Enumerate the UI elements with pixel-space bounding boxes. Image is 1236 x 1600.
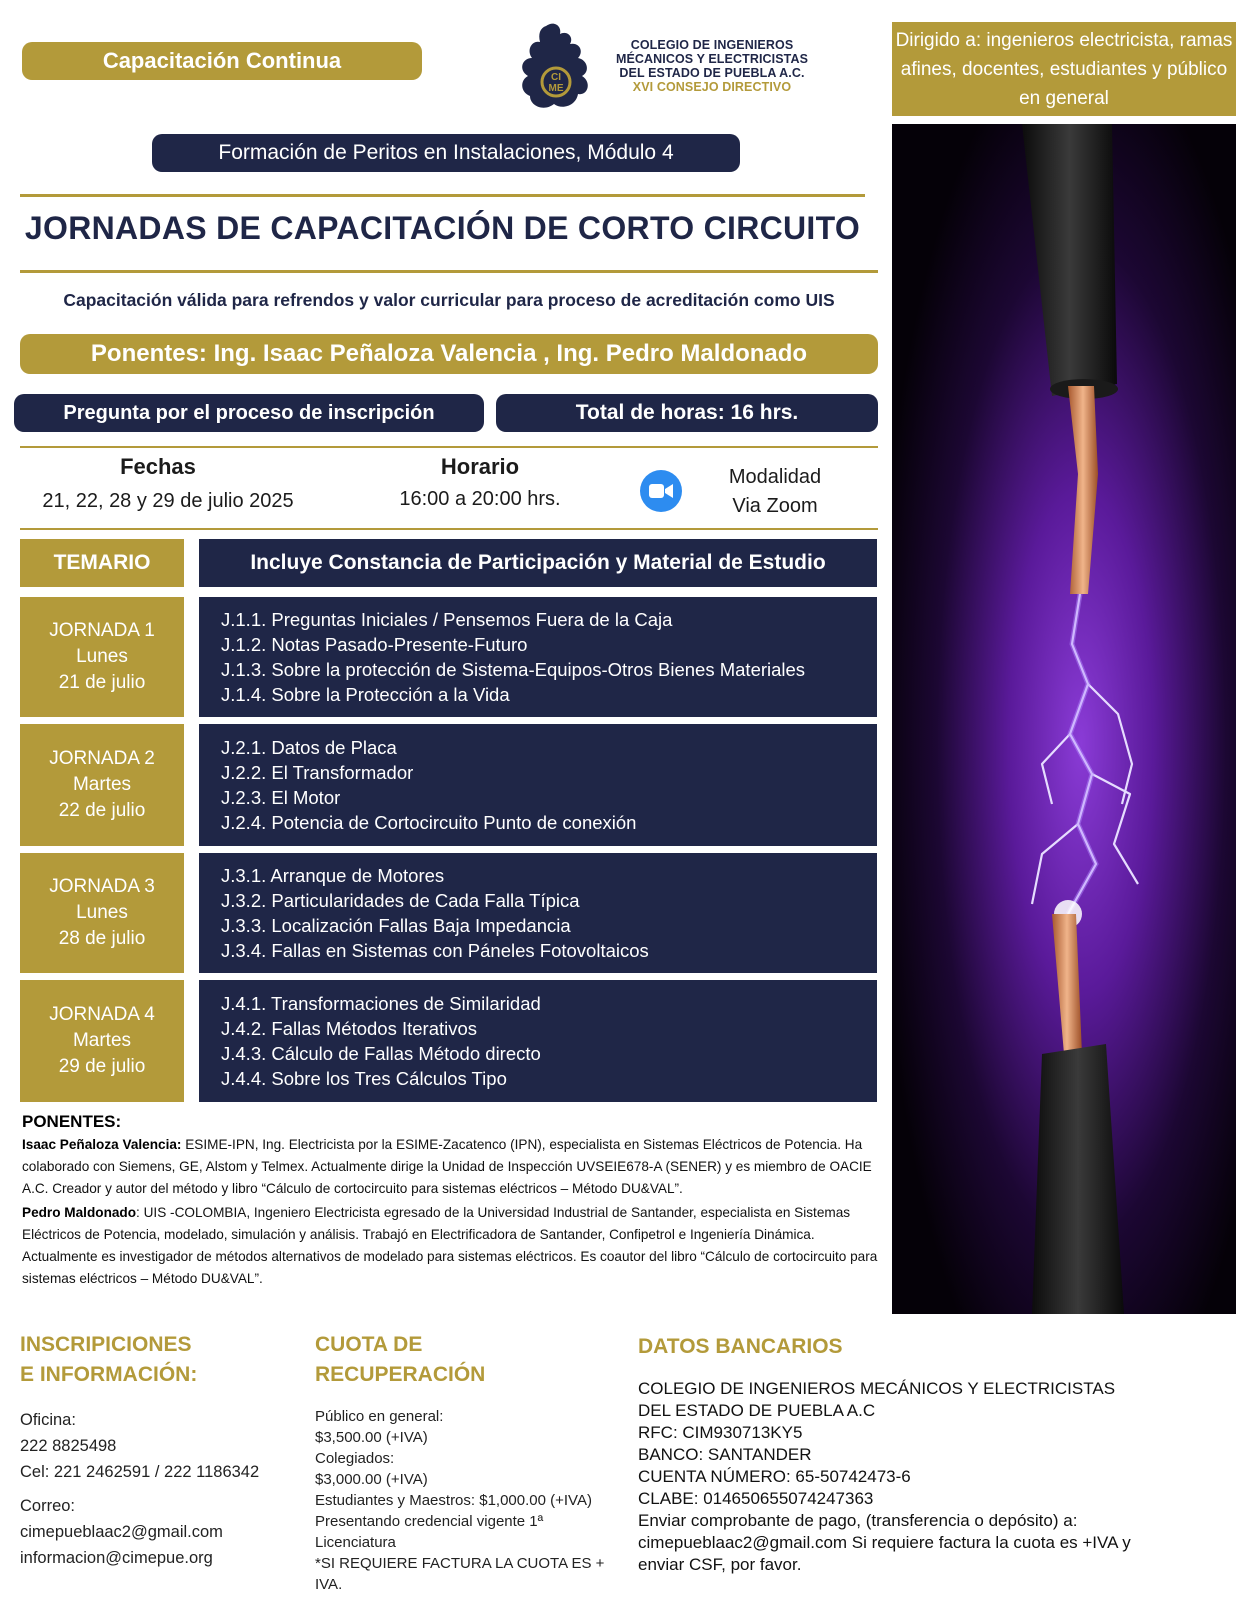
topic-item: J.4.1. Transformaciones de Similaridad (221, 993, 541, 1014)
jornada-day: Martes (72, 1030, 132, 1051)
jornada-date: 22 de julio (58, 800, 146, 821)
module-banner: Formación de Peritos en Instalaciones, Módulo 4 (152, 134, 740, 172)
email-link[interactable]: informacion@cimepue.org (20, 1549, 213, 1567)
modality-value: Via Zoom (732, 495, 818, 517)
topic-item: J.4.3. Cálculo de Fallas Método directo (221, 1043, 541, 1064)
bio-text: ESIME-IPN, Ing. Electricista por la ESIME-Zacatenco (IPN), especialista en Sistemas Eléctricos de Potencia. Ha colaborado con Siemens, GE, Alstom y Telmex. Actualmente dirige la Unidad de Inspección UVSEIE678-A (SENER) y es miembro de OACIE A.C. Creador y autor del método y libro “Cálculo de cortocircuito para sistemas eléctricos – Método DU&VAL”. (22, 1137, 872, 1196)
bank-heading: DATOS BANCARIOS (638, 1335, 843, 1358)
fee-line: Presentando credencial vigente 1ª (315, 1513, 544, 1530)
office-label: Oficina: (20, 1411, 76, 1429)
office-contact (20, 1407, 300, 1485)
topic-item: J.2.2. El Transformador (221, 762, 414, 783)
bio-isaac (22, 1134, 884, 1200)
bank-line: CLABE: 014650655074247363 (638, 1489, 874, 1508)
email-contact (20, 1493, 300, 1571)
topic-item: J.2.4. Potencia de Cortocircuito Punto de conexión (221, 812, 637, 833)
divider (20, 446, 878, 448)
bio-name: Isaac Peñaloza Valencia: (22, 1137, 182, 1152)
topic-item: J.3.4. Fallas en Sistemas con Páneles Fotovoltaicos (221, 940, 649, 961)
audience-box: Dirigido a: ingenieros electricista, ramas afines, docentes, estudiantes y público en general (892, 22, 1236, 116)
logo-subtitle: XVI CONSEJO DIRECTIVO (632, 80, 792, 94)
fee-heading (315, 1330, 575, 1390)
office-phone[interactable]: 222 8825498 (20, 1437, 117, 1455)
heading-line: CUOTA DE (315, 1333, 423, 1356)
email-link[interactable]: cimepueblaac2@gmail.com (20, 1523, 223, 1541)
fee-list (315, 1406, 635, 1595)
jornada-2-topics (199, 724, 877, 846)
subtitle: Capacitación válida para refrendos y valor curricular para proceso de acreditación como UIS (63, 290, 835, 310)
jornada-day: Lunes (76, 902, 128, 923)
schedule-value: 16:00 a 20:00 hrs. (399, 488, 561, 510)
heading-line: INSCRIPICIONES (20, 1333, 192, 1356)
topic-item: J.1.1. Preguntas Iniciales / Pensemos Fuera de la Caja (221, 609, 673, 630)
jornada-title: JORNADA 2 (49, 748, 155, 769)
jornada-title: JORNADA 1 (49, 620, 155, 641)
total-hours-banner: Total de horas: 16 hrs. (496, 394, 878, 432)
bank-line: cimepueblaac2@gmail.com Si requiere factura la cuota es +IVA y (638, 1533, 1131, 1552)
heading-line: E INFORMACIÓN: (20, 1363, 198, 1386)
speakers-banner: Ponentes: Ing. Isaac Peñaloza Valencia , Ing. Pedro Maldonado (20, 334, 878, 374)
divider (20, 270, 878, 273)
bio-text: : UIS -COLOMBIA, Ingeniero Electricista egresado de la Universidad Industrial de Santander, especialista en Sistemas Eléctricos de Potencia, modelado, simulación y análisis. Trabajó en Electrificadora de Santander, Confipetrol e Ingeniería Dinámica. Actualmente es investigador de métodos alternativos de modelado para sistemas eléctricos. Es coautor del libro “Cálculo de cortocircuito para sistemas eléctricos – Método DU&VAL”. (22, 1205, 878, 1286)
jornada-date: 28 de julio (58, 928, 146, 949)
bank-line: enviar CSF, por favor. (638, 1555, 802, 1574)
fee-line: $3,000.00 (+IVA) (315, 1471, 428, 1488)
modality-label: Modalidad (728, 466, 822, 488)
jornada-3-topics (199, 853, 877, 973)
jornada-title: JORNADA 3 (49, 876, 155, 897)
logo-text (612, 38, 812, 94)
fee-line: Licenciatura (315, 1534, 396, 1551)
bank-line: RFC: CIM930713KY5 (638, 1423, 803, 1442)
page-title: JORNADAS DE CAPACITACIÓN DE CORTO CIRCUITO (24, 210, 861, 246)
dates-label: Fechas (120, 454, 196, 479)
bank-line: DEL ESTADO DE PUEBLA A.C (638, 1401, 876, 1420)
fee-line: Público en general: (315, 1408, 444, 1425)
jornada-4-topics (199, 980, 877, 1102)
topic-item: J.3.2. Particularidades de Cada Falla Típica (221, 890, 580, 911)
divider (20, 528, 878, 530)
email-label: Correo: (20, 1497, 76, 1515)
fee-line: IVA. (315, 1576, 343, 1593)
registration-question-banner: Pregunta por el proceso de inscripción (14, 394, 484, 432)
capacitacion-continua-badge: Capacitación Continua (22, 42, 422, 80)
bank-line: BANCO: SANTANDER (638, 1445, 812, 1464)
jornada-3-box (20, 853, 184, 973)
jornada-1-box (20, 597, 184, 717)
logo-line: COLEGIO DE INGENIEROS (630, 38, 794, 52)
bank-line: Enviar comprobante de pago, (transferencia o depósito) a: (638, 1511, 1078, 1530)
jornada-date: 29 de julio (58, 1056, 146, 1077)
topic-item: J.1.2. Notas Pasado-Presente-Futuro (221, 634, 528, 655)
svg-text:CI: CI (551, 72, 561, 83)
bio-pedro (22, 1202, 884, 1290)
topic-item: J.2.3. El Motor (221, 787, 341, 808)
jornada-date: 21 de julio (58, 672, 146, 693)
includes-banner: Incluye Constancia de Participación y Material de Estudio (199, 539, 877, 587)
jornada-4-box (20, 980, 184, 1102)
bio-name: Pedro Maldonado (22, 1205, 137, 1220)
topic-item: J.4.2. Fallas Métodos Iterativos (221, 1018, 478, 1039)
jornada-day: Martes (72, 774, 132, 795)
topic-item: J.2.1. Datos de Placa (221, 737, 397, 758)
logo-line: MÉCANICOS Y ELECTRICISTAS (615, 52, 809, 66)
jornada-day: Lunes (76, 646, 128, 667)
schedule-label: Horario (440, 454, 520, 479)
puebla-map-icon (518, 20, 618, 116)
jornada-title: JORNADA 4 (49, 1004, 155, 1025)
zoom-icon (640, 470, 682, 512)
modality (700, 463, 850, 521)
logo-line: DEL ESTADO DE PUEBLA A.C. (619, 66, 805, 80)
fee-line: Colegiados: (315, 1450, 395, 1467)
fee-line: $3,500.00 (+IVA) (315, 1429, 428, 1446)
speakers-bios (22, 1134, 884, 1290)
fee-line: *SI REQUIERE FACTURA LA CUOTA ES + (315, 1555, 605, 1572)
topic-item: J.1.3. Sobre la protección de Sistema-Equipos-Otros Bienes Materiales (221, 659, 806, 680)
cell-phones[interactable]: Cel: 221 2462591 / 222 1186342 (20, 1463, 260, 1481)
speakers-heading: PONENTES: (22, 1112, 122, 1131)
svg-text:ME: ME (548, 83, 564, 94)
electric-arc-photo (892, 124, 1236, 1314)
bank-line: CUENTA NÚMERO: 65-50742473-6 (638, 1467, 911, 1486)
temario-label: TEMARIO (20, 539, 184, 587)
topic-item: J.3.1. Arranque de Motores (221, 865, 445, 886)
divider (20, 194, 865, 197)
fee-line: Estudiantes y Maestros: $1,000.00 (+IVA) (315, 1492, 592, 1509)
heading-line: RECUPERACIÓN (315, 1363, 486, 1386)
bank-details (638, 1378, 1228, 1576)
topic-item: J.3.3. Localización Fallas Baja Impedancia (221, 915, 571, 936)
topic-item: J.1.4. Sobre la Protección a la Vida (221, 684, 510, 705)
registration-heading (20, 1330, 280, 1390)
bank-line: COLEGIO DE INGENIEROS MECÁNICOS Y ELECTRICISTAS (638, 1379, 1116, 1398)
jornada-2-box (20, 724, 184, 846)
dates-value: 21, 22, 28 y 29 de julio 2025 (42, 490, 294, 512)
jornada-1-topics (199, 597, 877, 717)
topic-item: J.4.4. Sobre los Tres Cálculos Tipo (221, 1068, 507, 1089)
